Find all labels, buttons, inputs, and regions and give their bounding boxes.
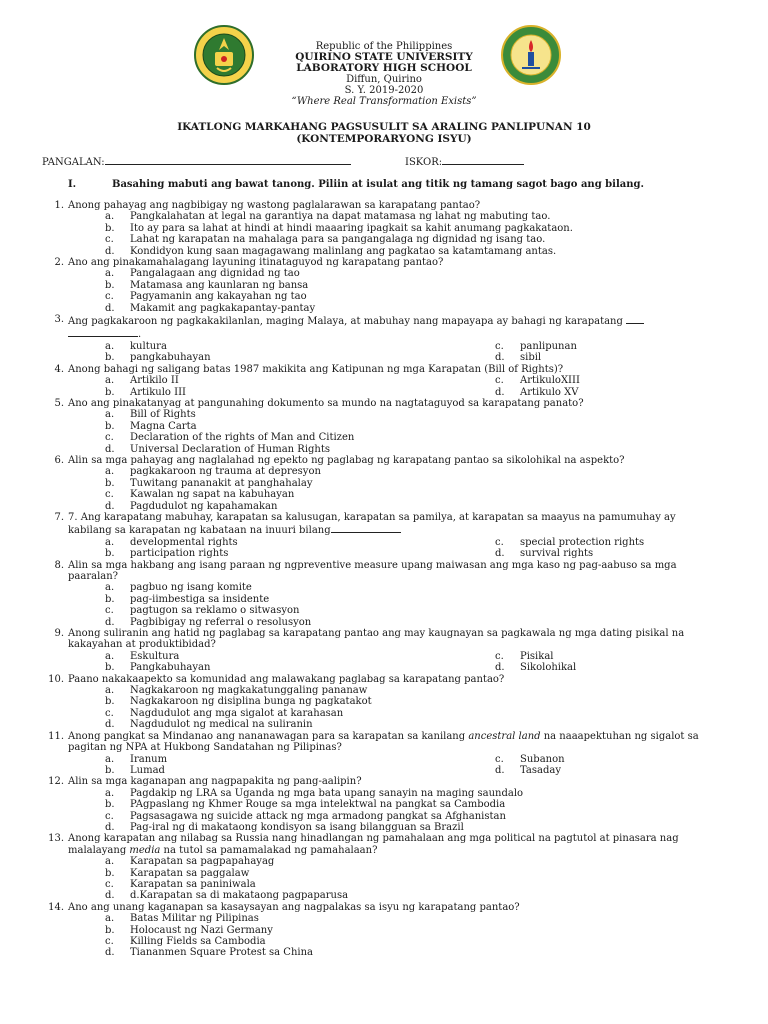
choice-item[interactable] [105,421,768,432]
choice-grid [105,651,768,674]
choice-text: Lahat ng karapatan na mahalaga para sa pangangalaga ng dignidad ng isang tao. [130,234,546,246]
choice-item[interactable] [105,211,768,222]
choice-letter: b. [105,548,115,560]
choice-item[interactable] [105,268,768,279]
choice-text: Pangalagaan ang dignidad ng tao [130,268,300,280]
choice-text: Nagkakaroon ng disiplina bunga ng pagkatakot [130,696,372,708]
question-text: Anong suliranin ang hatid ng paglabag sa karapatang pantao ang may kaugnayan sa pagkawala ng mga dating pisikal na kakayahan at produktibidad? [68,628,685,651]
choice-letter: b. [105,279,115,291]
choice-item[interactable] [105,879,768,890]
choice-text: Pagdakip ng LRA sa Uganda ng mga bata upang sanayin na maging saundalo [130,787,524,799]
choice-letter: a. [105,375,115,387]
choice-item[interactable] [105,291,768,302]
question-row [0,833,768,856]
choice-item[interactable] [105,246,768,257]
choice-letter: c. [105,291,114,303]
choice-text: Pangkabuhayan [130,662,211,674]
question-row [0,398,768,409]
instructions-text: Basahing mabuti ang bawat tanong. Piliin at isulat ang titik ng tamang sagot bago ang bilang. [112,179,644,190]
choice-text: Nagdudulot ng medical na suliranin [130,719,313,731]
choice-letter: b. [105,420,115,432]
choice-item[interactable] [105,617,768,628]
choice-text: developmental rights [130,536,238,548]
choice-letter: d. [495,764,505,776]
question-number: 9. [54,628,64,640]
question-text: 7. Ang karapatang mabuhay, karapatan sa kalusugan, karapatan sa pamilya, at karapatan sa maayus na pamumuhay ay kabilang sa karapatan ng kabataan na inuuri bilang [68,511,676,537]
choice-text: Tiananmen Square Protest sa China [130,947,313,959]
question-text: Ang pagkakaroon ng pagkakakilanlan, maging Malaya, at mabuhay nang mapayapa ay bahagi ng karapatang . [68,314,768,341]
choice-letter: a. [105,536,115,548]
choice-item[interactable] [105,913,768,924]
choice-letter: a. [105,685,115,697]
question-item [0,398,768,455]
choice-item[interactable] [105,409,768,420]
choice-letter: d. [105,821,115,833]
exam-title [0,121,768,145]
choice-item[interactable] [105,352,495,363]
question-emphasis: media [129,844,161,856]
choice-item[interactable] [105,582,768,593]
question-text: Alin sa mga pahayag ang naglalahad ng epekto ng paglabag ng karapatang pantao sa sikolohikal na aspekto? [68,454,625,466]
question-row [0,314,768,341]
question-number: 11. [48,730,64,742]
choice-letter: a. [105,913,115,925]
choice-item[interactable] [495,352,695,363]
choice-letter: b. [105,477,115,489]
choice-item[interactable] [105,925,768,936]
choice-item[interactable] [495,754,695,765]
choice-text: Karapatan sa paniniwala [130,878,256,890]
choice-letter: d. [105,245,115,257]
choice-text: ArtikuloXIII [520,375,580,387]
question-text: Anong pangkat sa Mindanao ang nananawagan para sa karapatan sa kanilang ancestral land na naaapektuhan ng sigalot sa pagitan ng NPA at Hukbong Sandatahan ng Pilipinas? [68,730,699,754]
choice-text: Pagdudulot ng kapahamakan [130,500,278,512]
choice-letter: b. [105,662,115,674]
choice-text: Nagdudulot ang mga sigalot at karahasan [130,707,344,719]
exam-title-line2: (KONTEMPORARYONG ISYU) [296,133,472,145]
choice-item[interactable] [105,696,768,707]
choice-letter: b. [105,867,115,879]
choice-text: Artikulo III [130,386,186,398]
choice-text: Kondidyon kung saan magagawang malinlang ang pagkatao sa katamtamang antas. [130,245,557,257]
name-label: PANGALAN: [42,157,105,168]
question-row [0,731,768,754]
choice-item[interactable] [105,501,768,512]
choice-item[interactable] [105,466,768,477]
choice-text: survival rights [520,548,594,560]
choice-item[interactable] [105,890,768,901]
choice-text: Karapatan sa pagpapahayag [130,856,275,868]
section-number: I. [68,179,77,190]
choice-item[interactable] [105,708,768,719]
choice-text: Lumad [130,764,165,776]
choice-text: pag-iimbestiga sa insidente [130,593,270,605]
choice-item[interactable] [105,788,768,799]
choice-item[interactable] [105,548,495,559]
question-number: 13. [48,833,64,845]
question-text: Anong bahagi ng saligang batas 1987 makikita ang Katipunan ng mga Karapatan (Bill of Rights)? [68,363,564,375]
name-field[interactable] [42,155,351,168]
choice-item[interactable] [495,341,695,352]
question-number: 1. [54,200,64,211]
university-name: QUIRINO STATE UNIVERSITY [295,51,473,63]
choice-item[interactable] [105,234,768,245]
choice-item[interactable] [105,754,495,765]
choice-letter: c. [105,936,114,947]
choice-letter: b. [105,764,115,776]
name-blank-line[interactable] [105,155,351,165]
question-row [0,776,768,787]
choice-letter: c. [105,234,114,246]
choice-letter: d. [105,719,115,731]
choice-letter: d. [105,616,115,628]
choice-text: Pagyamanin ang kakayahan ng tao [130,291,307,303]
choice-item[interactable] [495,548,695,559]
choice-letter: c. [495,650,504,662]
choice-text: Nagkakaroon ng magkakatunggaling pananaw [130,685,368,697]
choice-item[interactable] [105,799,768,810]
choice-letter: a. [105,466,115,478]
choice-text: Pagbibigay ng referral o resolusyon [130,616,312,628]
question-item [0,257,768,314]
choice-text: kultura [130,340,167,352]
republic-line: Republic of the Philippines [315,41,453,52]
choice-text: Pagsasagawa ng suicide attack ng mga armadong pangkat sa Afghanistan [130,810,506,822]
choice-letter: a. [105,650,115,662]
choice-letter: d. [495,352,505,364]
choice-text: panlipunan [520,340,577,352]
question-item [0,674,768,731]
choice-text: Artikulo XV [520,386,579,398]
choice-letter: d. [495,386,505,398]
question-row [0,364,768,375]
answer-blank[interactable] [68,327,138,337]
school-header [0,41,768,107]
choice-letter: b. [105,593,115,605]
choice-letter: c. [105,810,114,822]
choice-item[interactable] [105,341,495,352]
choice-item[interactable] [105,478,768,489]
choice-item[interactable] [105,489,768,500]
choice-text: Subanon [520,753,565,765]
choice-letter: c. [495,753,504,765]
question-text: Ano ang pinakatanyag at pangunahing dokumento sa mundo na nagtataguyod sa karapatang panato? [68,397,584,409]
choice-letter: a. [105,211,115,223]
choice-text: Bill of Rights [130,409,196,421]
choice-text: Kawalan ng sapat na kabuhayan [130,489,295,501]
choice-item[interactable] [105,868,768,879]
question-number: 4. [54,363,64,375]
choice-text: pagbuo ng isang komite [130,582,252,594]
choice-text: Pag-iral ng di makataong kondisyon sa isang bilangguan sa Brazil [130,821,464,833]
choice-item[interactable] [105,223,768,234]
choice-item[interactable] [495,387,695,398]
choice-item[interactable] [105,303,768,314]
question-text: Paano nakakaapekto sa komunidad ang malawakang paglabag sa karapatang pantao? [68,673,505,685]
question-item [0,314,768,364]
question-number: 10. [48,673,64,685]
question-number: 5. [54,397,64,409]
question-row [0,628,768,651]
choice-letter: d. [105,302,115,314]
choice-letter: a. [105,856,115,868]
choice-letter: a. [105,340,115,352]
choice-item[interactable] [105,387,495,398]
question-number: 6. [54,454,64,466]
choice-text: Pisikal [520,650,554,662]
choice-item[interactable] [495,375,695,386]
choice-item[interactable] [105,444,768,455]
question-item [0,731,768,777]
question-item [0,512,768,560]
question-text: Ano ang unang kaganapan sa kasaysayan ang nagpalakas sa isyu ng karapatang pantao? [68,901,520,913]
question-row [0,257,768,268]
choice-text: d.Karapatan sa di makataong pagpaparusa [130,890,349,902]
school-year: S. Y. 2019-2020 [344,85,424,96]
instructions [68,179,644,190]
question-item [0,364,768,398]
choice-grid [105,537,768,560]
choice-letter: d. [105,443,115,455]
choice-letter: a. [105,787,115,799]
choice-item[interactable] [105,685,768,696]
question-number: 12. [48,776,64,788]
question-row [0,902,768,913]
school-address: Diffun, Quirino [346,74,422,85]
choice-letter: c. [495,375,504,387]
choice-item[interactable] [495,662,695,673]
question-number: 2. [54,257,64,269]
choice-item[interactable] [105,947,768,958]
choice-text: Magna Carta [130,420,197,432]
choice-item[interactable] [105,936,768,947]
choice-item[interactable] [105,432,768,443]
exam-title-line1: IKATLONG MARKAHANG PAGSUSULIT SA ARALING PANLIPUNAN 10 [177,121,591,133]
question-row [0,455,768,466]
choice-letter: a. [105,582,115,594]
score-label: ISKOR: [405,157,443,168]
choice-item[interactable] [495,765,695,776]
choice-text: Tuwitang pananakit at panghahalay [130,477,313,489]
choice-text: Killing Fields sa Cambodia [130,936,266,947]
choice-text: sibil [520,352,542,364]
question-row [0,560,768,583]
score-blank-line[interactable] [442,155,524,165]
choice-letter: c. [495,536,504,548]
choice-text: Iranum [130,753,168,765]
choice-item[interactable] [105,822,768,833]
choice-text: Matamasa ang kaunlaran ng bansa [130,279,309,291]
question-row [0,200,768,211]
choice-letter: d. [495,548,505,560]
choice-letter: b. [105,222,115,234]
choice-letter: b. [105,386,115,398]
question-item [0,902,768,959]
question-list [0,200,768,959]
choice-grid [105,341,768,364]
question-text: Anong pahayag ang nagbibigay ng wastong paglalarawan sa karapatang pantao? [68,200,481,211]
question-number: 14. [48,901,64,913]
choice-text: Sikolohikal [520,662,577,674]
choice-letter: b. [105,924,115,936]
choice-item[interactable] [105,280,768,291]
choice-letter: d. [105,500,115,512]
school-name: LABORATORY HIGH SCHOOL [296,62,472,74]
question-number: 7. [54,511,64,523]
question-text: Alin sa mga hakbang ang isang paraan ng ngpreventive measure upang maiwasan ang mga kaso ng pag-aabuso sa mga paaralan? [68,559,677,582]
choice-text: Makamit ang pagkakapantay-pantay [130,302,316,314]
choice-text: Karapatan sa paggalaw [130,867,250,879]
choice-item[interactable] [105,375,495,386]
choice-letter: a. [105,409,115,421]
choice-text: Tasaday [520,764,561,776]
choice-item[interactable] [105,719,768,730]
choice-text: participation rights [130,548,229,560]
choice-letter: a. [105,268,115,280]
choice-text: Declaration of the rights of Man and Citizen [130,432,355,444]
choice-item[interactable] [105,605,768,616]
choice-text: Universal Declaration of Human Rights [130,443,331,455]
choice-grid [105,375,768,398]
school-motto: “Where Real Transformation Exists” [291,96,477,107]
question-row [0,674,768,685]
choice-letter: b. [105,352,115,364]
choice-text: Batas Militar ng Pilipinas [130,913,259,925]
question-item [0,833,768,901]
question-item [0,200,768,257]
choice-text: Eskultura [130,650,180,662]
choice-letter: b. [105,696,115,708]
choice-item[interactable] [105,765,495,776]
question-item [0,776,768,833]
choice-letter: c. [105,489,114,501]
question-text: Ano ang pinakamahalagang layuning itinataguyod ng karapatang pantao? [68,257,444,269]
choice-item[interactable] [105,856,768,867]
choice-text: pagkakaroon ng trauma at depresyon [130,466,321,478]
choice-text: PAgpaslang ng Khmer Rouge sa mga intelektwal na pangkat sa Cambodia [130,799,506,811]
choice-text: Artikilo II [130,375,179,387]
choice-item[interactable] [495,651,695,662]
choice-letter: c. [105,432,114,444]
question-text: Alin sa mga kaganapan ang nagpapakita ng pang-aalipin? [68,776,362,788]
choice-letter: b. [105,799,115,811]
choice-grid [105,754,768,777]
choice-letter: a. [105,753,115,765]
choice-item[interactable] [105,662,495,673]
question-row [0,512,768,537]
choice-letter: c. [105,707,114,719]
question-item [0,628,768,674]
choice-text: Holocaust ng Nazi Germany [130,924,273,936]
question-emphasis: ancestral land [468,730,541,742]
choice-letter: c. [105,605,114,617]
choice-item[interactable] [495,537,695,548]
question-number: 8. [54,559,64,571]
choice-text: Ito ay para sa lahat at hindi at hindi maaaring ipagkait sa kahit anumang pagkakataon. [130,222,573,234]
choice-letter: c. [495,340,504,352]
answer-blank[interactable] [626,314,644,324]
choice-letter: d. [105,947,115,959]
choice-letter: d. [495,662,505,674]
choice-item[interactable] [105,811,768,822]
choice-item[interactable] [105,594,768,605]
score-field[interactable] [405,155,524,168]
question-text: Anong karapatan ang nilabag sa Russia nang hinadlangan ng pamahalaan ang mga political na pagtutol at pinasara nag malalayang media na tutol sa pamamalakad ng pamahalaan? [68,833,679,856]
choice-text: pagtugon sa reklamo o sitwasyon [130,605,300,617]
question-number: 3. [54,314,64,326]
choice-item[interactable] [105,537,495,548]
choice-item[interactable] [105,651,495,662]
choice-text: special protection rights [520,536,645,548]
choice-letter: d. [105,890,115,902]
choice-text: Pangkalahatan at legal na garantiya na dapat matamasa ng lahat ng mabuting tao. [130,211,551,223]
question-item [0,560,768,628]
question-item [0,455,768,512]
choice-letter: c. [105,878,114,890]
choice-text: pangkabuhayan [130,352,211,364]
answer-blank[interactable] [331,523,401,533]
